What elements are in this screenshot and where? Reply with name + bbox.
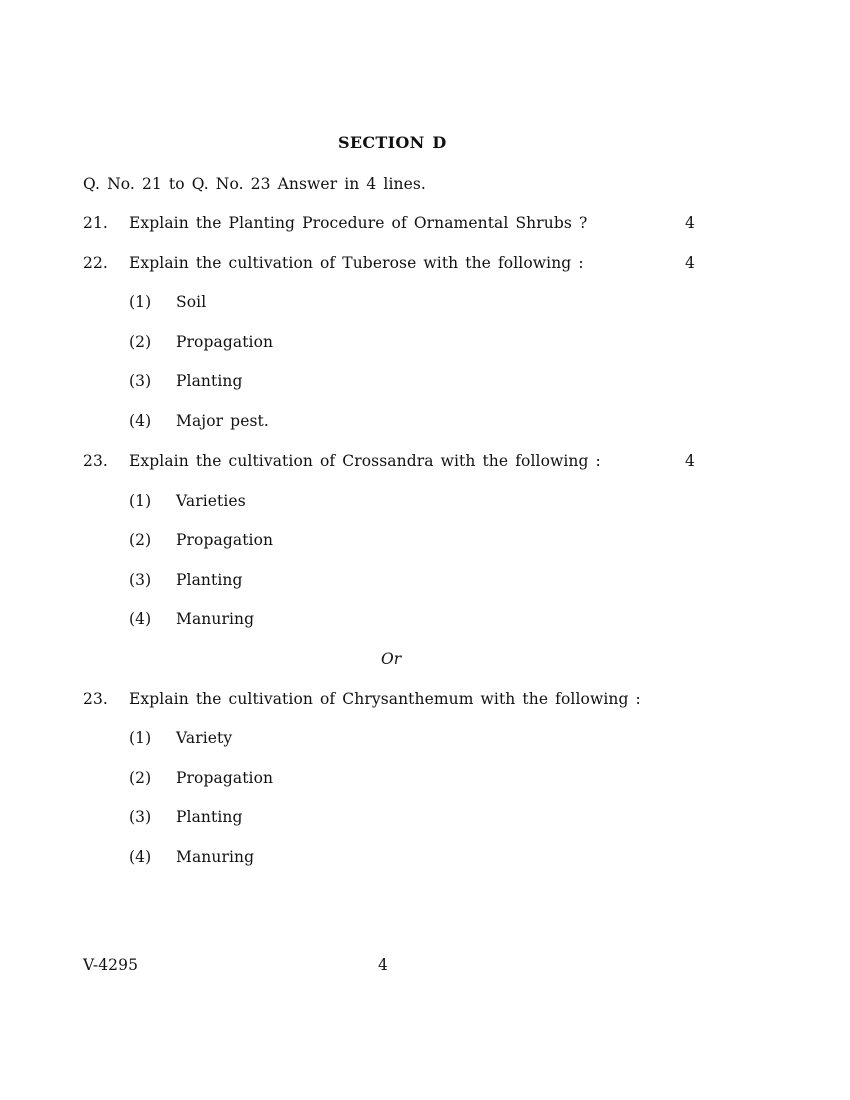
question-text: Explain the cultivation of Chrysanthemum with the following : [129,690,641,708]
part-text: Manuring [176,610,255,628]
part-text: Propagation [176,333,274,351]
section-title: SECTION D [338,133,447,152]
part-label: (3) [129,372,152,390]
section-instruction: Q. No. 21 to Q. No. 23 Answer in 4 lines. [83,175,426,193]
question-number: 22. [83,254,108,272]
question-number: 21. [83,214,108,232]
question-marks: 4 [685,452,695,470]
question-marks: 4 [685,214,695,232]
question-text: Explain the Planting Procedure of Ornamental Shrubs ? [129,214,588,232]
part-label: (1) [129,729,152,747]
part-label: (4) [129,412,152,430]
question-number: 23. [83,452,108,470]
part-label: (2) [129,769,152,787]
part-label: (3) [129,571,152,589]
part-label: (4) [129,848,152,866]
part-text: Soil [176,293,207,311]
part-label: (3) [129,808,152,826]
part-label: (1) [129,293,152,311]
part-text: Manuring [176,848,255,866]
or-separator: Or [381,650,402,668]
part-text: Propagation [176,769,274,787]
part-label: (2) [129,531,152,549]
page-number: 4 [378,956,388,974]
part-text: Varieties [176,492,246,510]
question-marks: 4 [685,254,695,272]
question-text: Explain the cultivation of Tuberose with the following : [129,254,584,272]
part-label: (2) [129,333,152,351]
part-text: Planting [176,808,243,826]
part-text: Planting [176,372,243,390]
paper-code: V-4295 [83,956,139,974]
part-text: Propagation [176,531,274,549]
part-text: Major pest. [176,412,269,430]
part-label: (4) [129,610,152,628]
part-label: (1) [129,492,152,510]
part-text: Variety [176,729,233,747]
part-text: Planting [176,571,243,589]
question-text: Explain the cultivation of Crossandra with the following : [129,452,601,470]
question-number: 23. [83,690,108,708]
